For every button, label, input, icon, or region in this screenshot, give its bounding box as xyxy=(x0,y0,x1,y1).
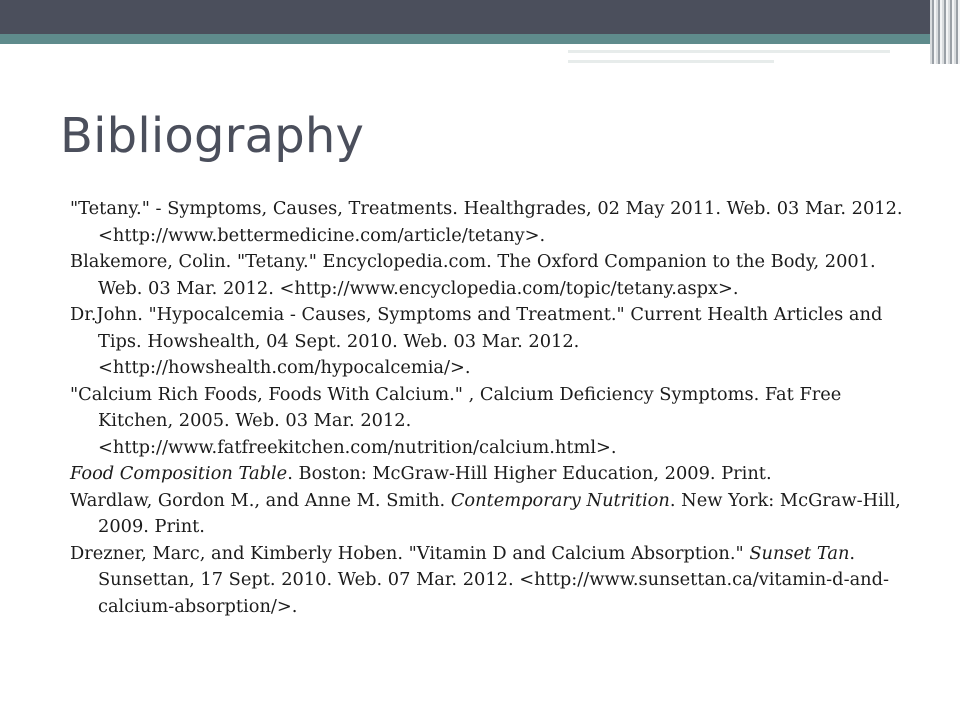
top-bar xyxy=(0,0,960,34)
corner-stripes xyxy=(930,0,960,64)
entry-title: Sunset Tan xyxy=(749,542,850,564)
entry-authors: Wardlaw, Gordon M., and Anne M. Smith. xyxy=(70,489,451,511)
entry-details: . Sunsettan, 17 Sept. 2010. Web. 07 Mar. 2012. <http://www.sunsettan.ca/vitamin-d-and-calcium-absorption/>. xyxy=(98,542,890,617)
entry-title: Contemporary Nutrition xyxy=(450,489,670,511)
bibliography-list xyxy=(70,196,910,620)
bibliography-entry: "Tetany." - Symptoms, Causes, Treatments. Healthgrades, 02 May 2011. Web. 03 Mar. 2012. <http://www.bettermedicine.com/article/tetany>. xyxy=(70,198,903,246)
entry-details: . Boston: McGraw-Hill Higher Education, 2009. Print. xyxy=(287,463,772,484)
entry-authors: Drezner, Marc, and Kimberly Hoben. "Vitamin D and Calcium Absorption." xyxy=(70,542,750,564)
bibliography-entry xyxy=(70,461,910,488)
bibliography-entry: "Calcium Rich Foods, Foods With Calcium." , Calcium Deficiency Symptoms. Fat Free Kitchen, 2005. Web. 03 Mar. 2012. <http://www.fatfreekitchen.com/nutrition/calcium.html>. xyxy=(70,383,842,458)
accent-line-2 xyxy=(568,60,774,63)
entry-details: . New York: McGraw-Hill, 2009. Print. xyxy=(98,489,901,537)
teal-accent-line xyxy=(0,34,930,44)
entry-title: Food Composition Table xyxy=(70,463,288,484)
bibliography-entry xyxy=(70,541,910,621)
slide-title: Bibliography xyxy=(60,108,365,164)
bibliography-entry: Dr.John. "Hypocalcemia - Causes, Symptoms and Treatment." Current Health Articles and Tips. Howshealth, 04 Sept. 2010. Web. 03 Mar. 2012. <http://howshealth.com/hypocalcemia/>. xyxy=(70,304,883,378)
bibliography-entry xyxy=(70,488,910,541)
bibliography-entry: Blakemore, Colin. "Tetany." Encyclopedia.com. The Oxford Companion to the Body, 2001. Web. 03 Mar. 2012. <http://www.encyclopedia.com/topic/tetany.aspx>. xyxy=(70,251,876,299)
accent-line-1 xyxy=(568,50,890,53)
